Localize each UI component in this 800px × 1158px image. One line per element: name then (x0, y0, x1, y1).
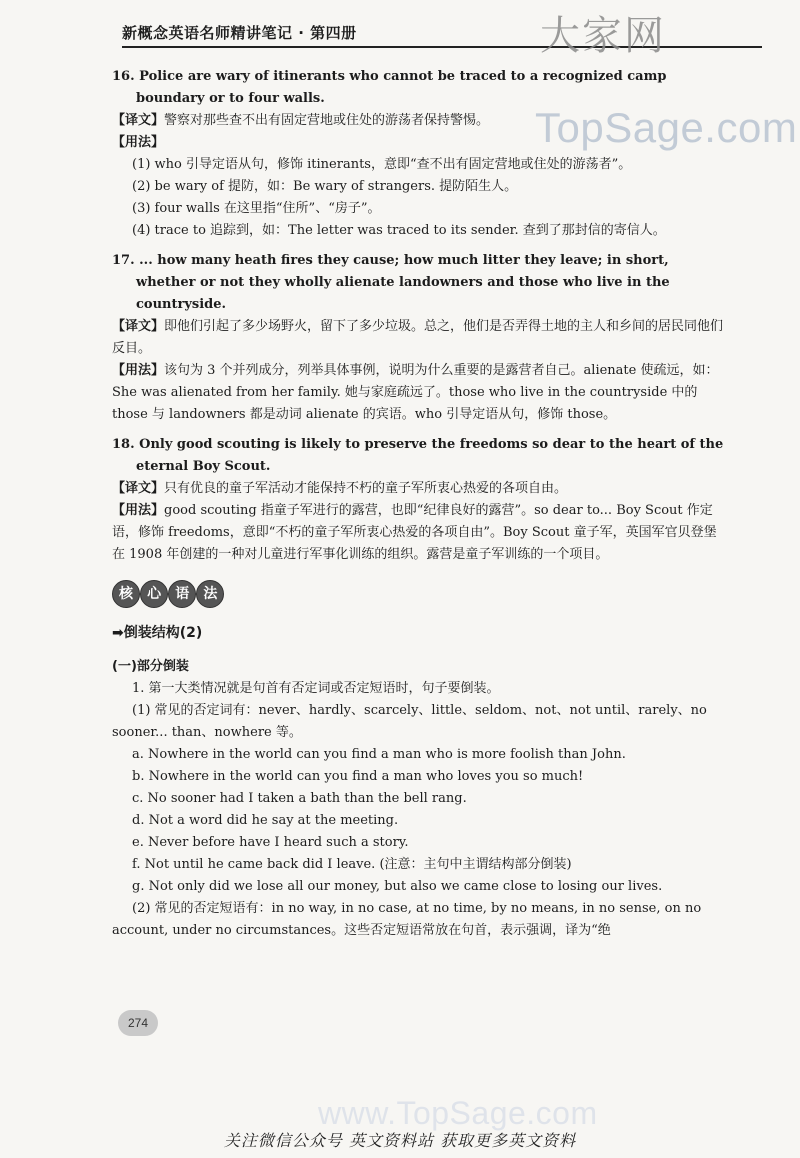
usage-label: 【用法】 (112, 503, 165, 518)
translation-label: 【译文】 (112, 319, 165, 334)
note-item-18 (112, 434, 724, 566)
grammar-paragraph: 1. 第一大类情况就是句首有否定词或否定短语时，句子要倒装。 (132, 681, 500, 696)
note-item-17 (112, 250, 724, 426)
example-sentence: d. Not a word did he say at the meeting. (132, 813, 399, 828)
usage-label: 【用法】 (112, 363, 165, 378)
usage-line: (4) trace to 追踪到，如：The letter was traced to its sender. 查到了那封信的寄信人。 (132, 223, 666, 238)
usage-line: (2) be wary of 提防，如：Be wary of strangers. 提防陌生人。 (132, 179, 518, 194)
sentence: 18. Only good scouting is likely to preserve the freedoms so dear to the heart of the eternal Boy Scout. (112, 437, 724, 474)
usage-line: (3) four walls 在这里指“住所”、“房子”。 (132, 201, 381, 216)
translation-label: 【译文】 (112, 481, 165, 496)
footer-watermark-url: www.TopSage.com (318, 1095, 598, 1131)
example-sentence: c. No sooner had I taken a bath than the bell rang. (132, 791, 467, 806)
grammar-paragraph: (1) 常见的否定词有：never、hardly、scarcely、little、seldom、not、not until、rarely、no sooner... than、nowhere 等。 (112, 703, 707, 740)
usage-line: 该句为 3 个并列成分，列举具体事例，说明为什么重要的是露营者自己。alienate 使疏远，如： (164, 363, 719, 378)
usage-line: good scouting 指童子军进行的露营，也即“纪律良好的露营”。so dear to... Boy Scout 作定语，修饰 freedoms，意即“不朽的童子军所衷心热爱的各项自由”。Boy Scout 童子军，英国军官贝登堡在 1908 年创建的一种对儿童进行军事化训练的组织。露营是童子军训练的一个项目。 (112, 503, 717, 562)
example-sentence: g. Not only did we lose all our money, but also we came close to losing our lives. (132, 879, 663, 894)
translation: 只有优良的童子军活动才能保持不朽的童子军所衷心热爱的各项自由。 (164, 481, 568, 496)
translation-label: 【译文】 (112, 113, 165, 128)
brand-logo: 大家网 (540, 13, 666, 59)
section-badge-core-grammar (112, 580, 220, 608)
page-number: 274 (118, 1010, 158, 1036)
badge-char: 语 (168, 580, 196, 608)
example-sentence: f. Not until he came back did I leave. (注意：主句中主谓结构部分倒装) (132, 857, 572, 872)
usage-label: 【用法】 (112, 135, 165, 150)
grammar-topic: ➡倒装结构(2) (112, 625, 203, 641)
usage-line: She was alienated from her family. 她与家庭疏远了。those who live in the countryside 中的 those 与 landowners 都是动词 alienate 的宾语。who 引导定语从句，修饰 those。 (112, 385, 698, 422)
translation: 警察对那些查不出有固定营地或住处的游荡者保持警惕。 (164, 113, 490, 128)
badge-char: 心 (140, 580, 168, 608)
grammar-subtopic: (一)部分倒装 (112, 659, 189, 674)
note-item-16 (112, 66, 724, 242)
translation: 即他们引起了多少场野火，留下了多少垃圾。总之，他们是否弄得土地的主人和乡间的居民同他们反目。 (112, 319, 724, 356)
footer-text: 关注微信公众号 英文资料站 获取更多英文资料 (223, 1131, 577, 1150)
watermark-text: TopSage.com (535, 104, 798, 151)
example-sentence: a. Nowhere in the world can you find a man who is more foolish than John. (132, 747, 626, 762)
sentence: 16. Police are wary of itinerants who cannot be traced to a recognized camp boundary or to four walls. (112, 69, 667, 106)
page-header (122, 20, 762, 48)
book-title: 新概念英语名师精讲笔记 · 第四册 (122, 24, 357, 42)
badge-char: 核 (112, 580, 140, 608)
grammar-paragraph: (2) 常见的否定短语有：in no way, in no case, at no time, by no means, in no sense, on no account, under no circumstances。这些否定短语常放在句首，表示强调，译为“绝 (112, 901, 702, 938)
sentence: 17. ... how many heath fires they cause; how much litter they leave; in short, whether or not they wholly alienate landowners and those who live in the countryside. (112, 253, 670, 312)
badge-char: 法 (196, 580, 224, 608)
example-sentence: b. Nowhere in the world can you find a man who loves you so much! (132, 769, 584, 784)
example-sentence: e. Never before have I heard such a story. (132, 835, 409, 850)
page-content (112, 64, 724, 942)
usage-line: (1) who 引导定语从句，修饰 itinerants，意即“查不出有固定营地或住处的游荡者”。 (132, 157, 632, 172)
